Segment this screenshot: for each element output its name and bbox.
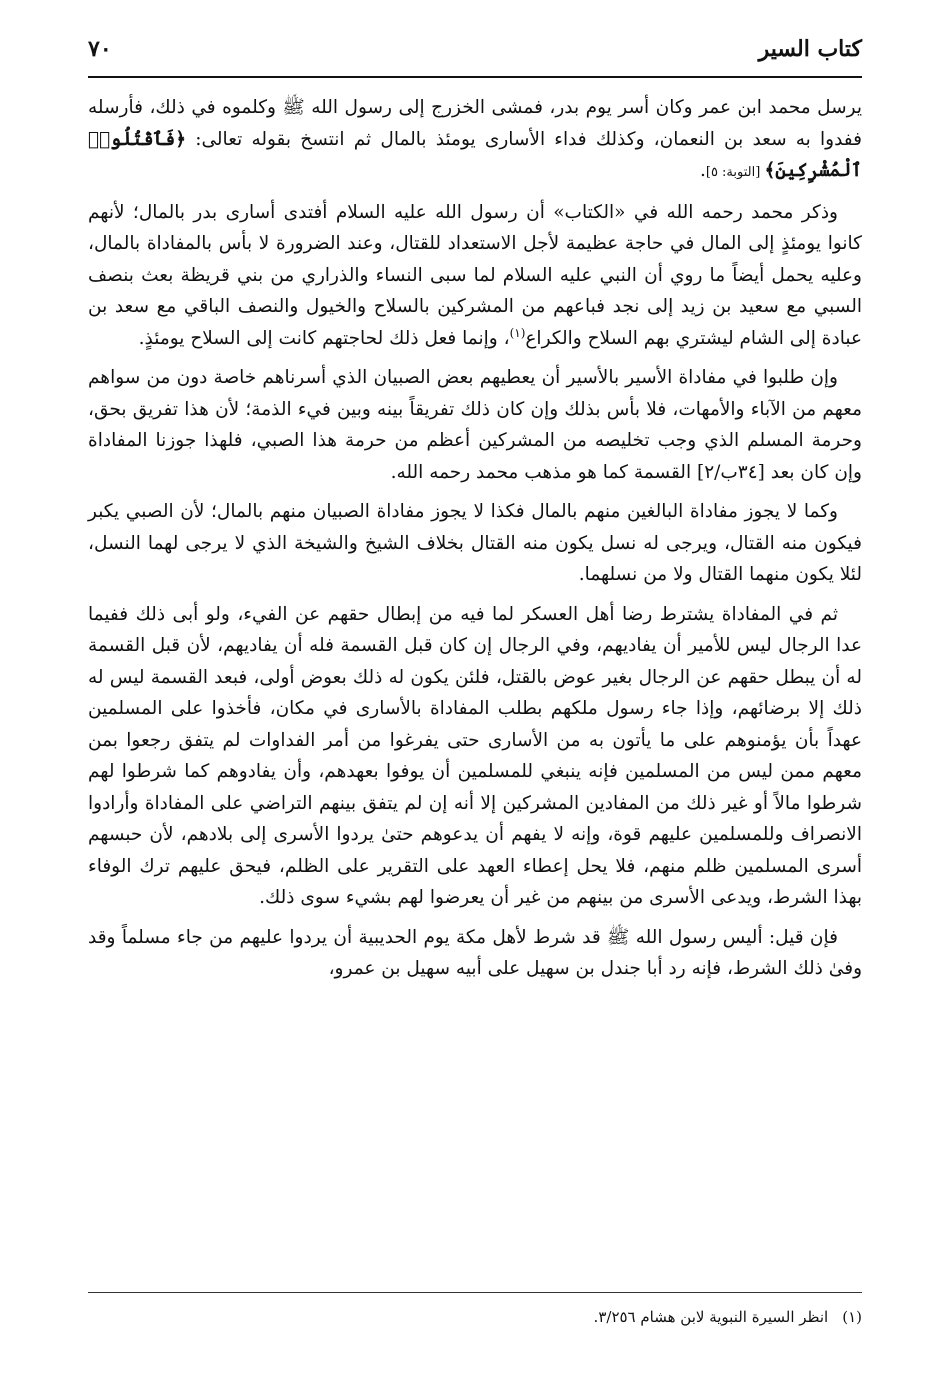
book-page	[88, 30, 862, 1350]
paragraph-2	[88, 197, 862, 355]
footnote-number: (١)	[842, 1308, 862, 1326]
footnote	[88, 1305, 862, 1329]
page-number: ٧٠	[88, 36, 112, 62]
footnote-divider	[88, 1292, 862, 1293]
paragraph-2-end: ، وإنما فعل ذلك لحاجتهم كانت إلى السلاح يومئذٍ.	[138, 327, 510, 349]
verse-reference: [التوبة: ٥]	[705, 165, 765, 180]
paragraph-1	[88, 92, 862, 189]
paragraph-1-text: يرسل محمد ابن عمر وكان أسر يوم بدر، فمشى الخزرج إلى رسول الله ﷺ وكلموه في ذلك، فأرسله ففدوا به سعد بن النعمان، وكذلك فداء الأسارى يومئذ بالمال ثم انتسخ بقوله تعالى:	[88, 97, 862, 150]
running-header	[88, 30, 862, 74]
footnote-marker: (١)	[509, 325, 526, 340]
paragraph-5	[88, 599, 862, 914]
paragraph-3-text: وإن طلبوا في مفاداة الأسير بالأسير أن يعطيهم بعض الصبيان الذي أسرناهم خاصة دون من سواهم معهم من الآباء والأمهات، فلا بأس بذلك وإن كان ذلك تفريقاً بينه وبين فيء الذمة؛ لأن هذا تفريق بحق، وحرمة المسلم الذي وجب تخليصه من المشركين أعظم من حرمة هذا الصبي، فلهذا جوزنا المفاداة وإن كان بعد [٣٤ب/٢] القسمة كما هو مذهب محمد رحمه الله.	[88, 367, 862, 483]
paragraph-1-end: .	[699, 160, 706, 181]
quran-verse: ﴿فَٱقْتُلُوا۟ ٱلْمُشْرِكِينَ﴾	[88, 128, 862, 181]
footnote-text: انظر السيرة النبوية لابن هشام ٣/٢٥٦.	[593, 1308, 829, 1326]
paragraph-2-text: وذكر محمد رحمه الله في «الكتاب» أن رسول الله عليه السلام أفتدى أسارى بدر بالمال؛ لأنهم كانوا يومئذٍ إلى المال في حاجة عظيمة لأجل الاستعداد للقتال، وعند الضرورة لا بأس بالمفاداة بالمال، وعليه يحمل أيضاً ما روي أن النبي عليه السلام لما سبى النساء والذراري من بني قريظة بعث بنصف السبي مع سعيد بن زيد إلى نجد فباعهم من المشركين بالسلاح والخيول والنصف الباقي مع سعد بن عبادة إلى الشام ليشتري بهم السلاح والكراع	[88, 201, 862, 349]
paragraph-6-text: فإن قيل: أليس رسول الله ﷺ قد شرط لأهل مكة يوم الحديبية أن يردوا عليهم من جاء مسلماً وقد وفىٰ ذلك الشرط، فإنه رد أبا جندل بن سهيل على أبيه سهيل بن عمرو،	[88, 926, 862, 979]
chapter-title: كتاب السير	[758, 36, 862, 62]
paragraph-4-text: وكما لا يجوز مفاداة البالغين منهم بالمال فكذا لا يجوز مفاداة الصبيان منهم بالمال؛ لأن الصبي يكبر فيكون منه القتال، ويرجى له نسل يكون منه القتال بخلاف الشيخ والشيخة الذي لا يرجى لهما النسل، لئلا يكون منهما القتال ولا من نسلهما.	[88, 501, 862, 585]
header-divider	[88, 76, 862, 78]
paragraph-3	[88, 362, 862, 488]
paragraph-5-text: ثم في المفاداة يشترط رضا أهل العسكر لما فيه من إبطال حقهم عن الفيء، ولو أبى ذلك ففيما عدا الرجال ليس للأمير أن يفاديهم، وفي الرجال إن كان قبل القسمة فله أن يفاديهم، لأن قبل القسمة له أن يبطل حقهم عن الرجال بغير عوض بالقتل، فلئن يكون له ذلك بعوض أولى، فبعد القسمة ليس له ذلك إلا برضائهم، وإذا جاء رسول ملكهم بطلب المفاداة بالأسارى في مكان، فأخذوا على المسلمين عهداً بأن يؤمنوهم على ما يأتون به من الأسارى حتى يفرغوا من أمر الفداوات لم يتفق رجعوا بمن معهم ممن ليس من المسلمين فإنه ينبغي للمسلمين أن يوفوا بعهدهم، وأن يفادوهم كما شرطوا لهم شرطوا مالاً أو غير ذلك من المفادين المشركين إلا أنه إن لم يتفق بينهم التراضي على المفاداة وأرادوا الانصراف وللمسلمين عليهم قوة، وإنه لا يفهم أن يدعوهم حتىٰ يردوا الأسرى إلى بلادهم، لأن حبسهم أسرى المسلمين ظلم منهم، فلا يحل إعطاء العهد على التقرير على الظلم، فيحق عليهم ترك الوفاء بهذا الشرط، ويدعى الأسرى من بينهم من غير أن يعرضوا لهم بشيء سوى ذلك.	[88, 603, 862, 908]
paragraph-4	[88, 496, 862, 591]
paragraph-6	[88, 922, 862, 985]
body-text	[88, 92, 862, 993]
